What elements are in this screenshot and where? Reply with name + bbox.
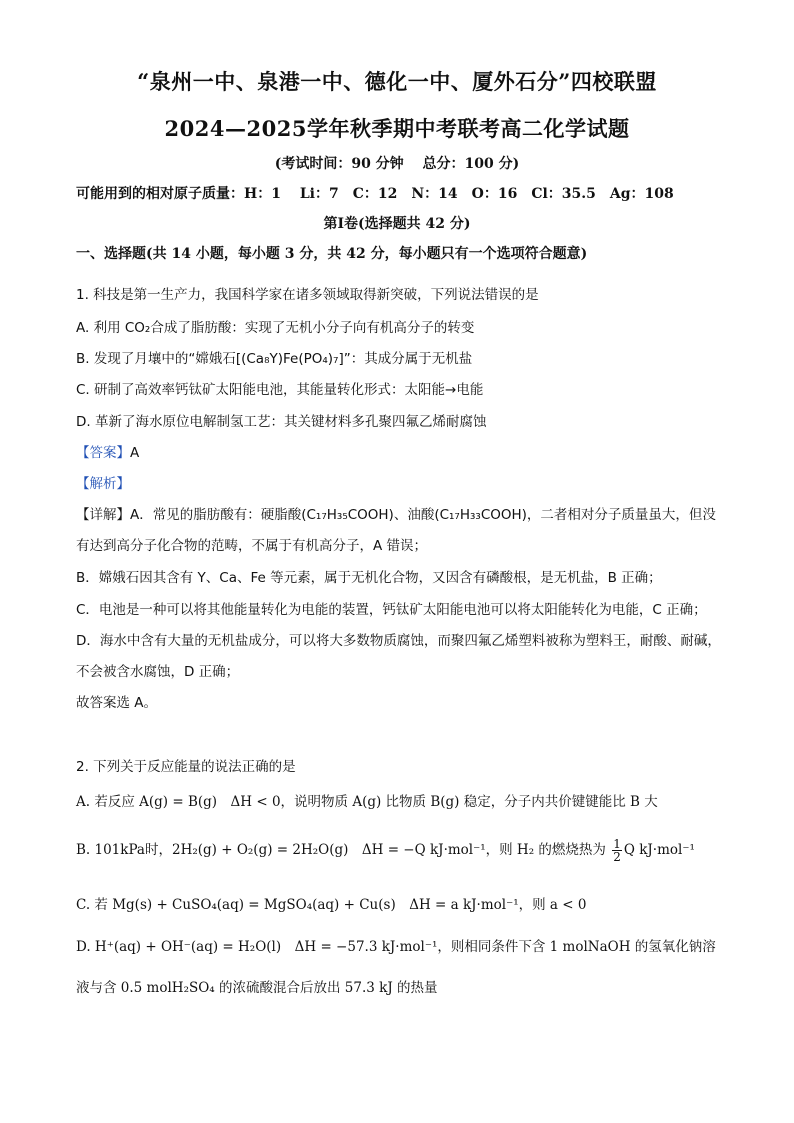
q2-stem: 2. 下列关于反应能量的说法正确的是 — [76, 759, 296, 775]
fraction-denominator: 2 — [613, 850, 621, 864]
q1-option-b: B. 发现了月壤中的“嫦娥石[(Ca₈Y)Fe(PO₄)₇]”：其成分属于无机盐 — [76, 351, 473, 367]
volume-heading: 第Ⅰ卷(选择题共 42 分) — [323, 216, 471, 232]
answer-value: A — [130, 445, 140, 461]
exam-title-schools: “泉州一中、泉港一中、德化一中、厦外石分”四校联盟 — [137, 69, 657, 94]
q2-option-c: C. 若 Mg(s) + CuSO₄(aq) = MgSO₄(aq) + Cu(s) ΔH = a kJ·mol⁻¹，则 a < 0 — [76, 897, 587, 913]
exam-title-subject: 2024—2025学年秋季期中考联考高二化学试题 — [164, 116, 630, 141]
q1-stem-tail: 的是 — [511, 287, 539, 303]
one-half-fraction — [612, 838, 622, 863]
q2-option-d-line2: 液与含 0.5 molH₂SO₄ 的浓硫酸混合后放出 57.3 kJ 的热量 — [76, 980, 438, 996]
detail-a-text: A．常见的脂肪酸有：硬脂酸(C₁₇H₃₅COOH)、油酸(C₁₇H₃₃COOH)，二者相对分子质量虽大，但没 — [130, 507, 716, 523]
q2-option-a: A. 若反应 A(g) = B(g) ΔH < 0，说明物质 A(g) 比物质 B(g) 稳定，分子内共价键键能比 B 大 — [76, 794, 658, 810]
q2-option-b-text: B. 101kPa时，2H₂(g) + O₂(g) = 2H₂O(g) ΔH = −Q kJ·mol⁻¹，则 H₂ 的燃烧热为 — [76, 842, 606, 858]
q2-option-b-unit: Q kJ·mol⁻¹ — [623, 842, 695, 858]
q2-option-b — [76, 838, 695, 863]
q1-option-a: A. 利用 CO₂合成了脂肪酸：实现了无机小分子向有机高分子的转变 — [76, 320, 475, 336]
q1-detail-a-line2: 有达到高分子化合物的范畴，不属于有机高分子，A 错误； — [76, 538, 428, 554]
q1-answer — [76, 441, 139, 461]
q1-detail-c: C．电池是一种可以将其他能量转化为电能的装置，钙钛矿太阳能电池可以将太阳能转化为电能，C 正确； — [76, 602, 707, 618]
atomic-masses: 可能用到的相对原子质量：H：1 Li：7 C：12 N：14 O：16 Cl：35.5 Ag：108 — [76, 186, 674, 202]
analysis-label: 【解析】 — [76, 476, 130, 492]
q1-option-c: C. 研制了高效率钙钛矿太阳能电池，其能量转化形式：太阳能→电能 — [76, 382, 484, 398]
q1-detail-d-line2: 不会被含水腐蚀，D 正确； — [76, 664, 240, 680]
exam-time-info: (考试时间：90 分钟 总分：100 分) — [274, 156, 520, 172]
q1-conclusion: 故答案选 A。 — [76, 695, 158, 711]
q1-detail-a-line1 — [76, 503, 716, 523]
q1-stem-text: 1. 科技是第一生产力，我国科学家在诸多领域取得新突破，下列说法错误 — [76, 287, 512, 303]
q2-option-d-line1: D. H⁺(aq) + OH⁻(aq) = H₂O(l) ΔH = −57.3 kJ·mol⁻¹，则相同条件下含 1 molNaOH 的氢氧化钠溶 — [76, 939, 716, 955]
q1-stem — [76, 283, 539, 303]
q1-detail-d-line1: D．海水中含有大量的无机盐成分，可以将大多数物质腐蚀，而聚四氟乙烯塑料被称为塑料王，耐酸、耐碱， — [76, 633, 721, 649]
detail-label: 【详解】 — [76, 507, 130, 523]
answer-label: 【答案】 — [76, 445, 130, 461]
section-heading: 一、选择题(共 14 小题，每小题 3 分，共 42 分，每小题只有一个选项符合题意) — [76, 246, 588, 262]
q1-option-d: D. 革新了海水原位电解制氢工艺：其关键材料多孔聚四氟乙烯耐腐蚀 — [76, 414, 487, 430]
q1-detail-b: B．嫦娥石因其含有 Y、Ca、Fe 等元素，属于无机化合物，又因含有磷酸根，是无机盐，B 正确； — [76, 570, 662, 586]
fraction-numerator: 1 — [613, 837, 621, 851]
